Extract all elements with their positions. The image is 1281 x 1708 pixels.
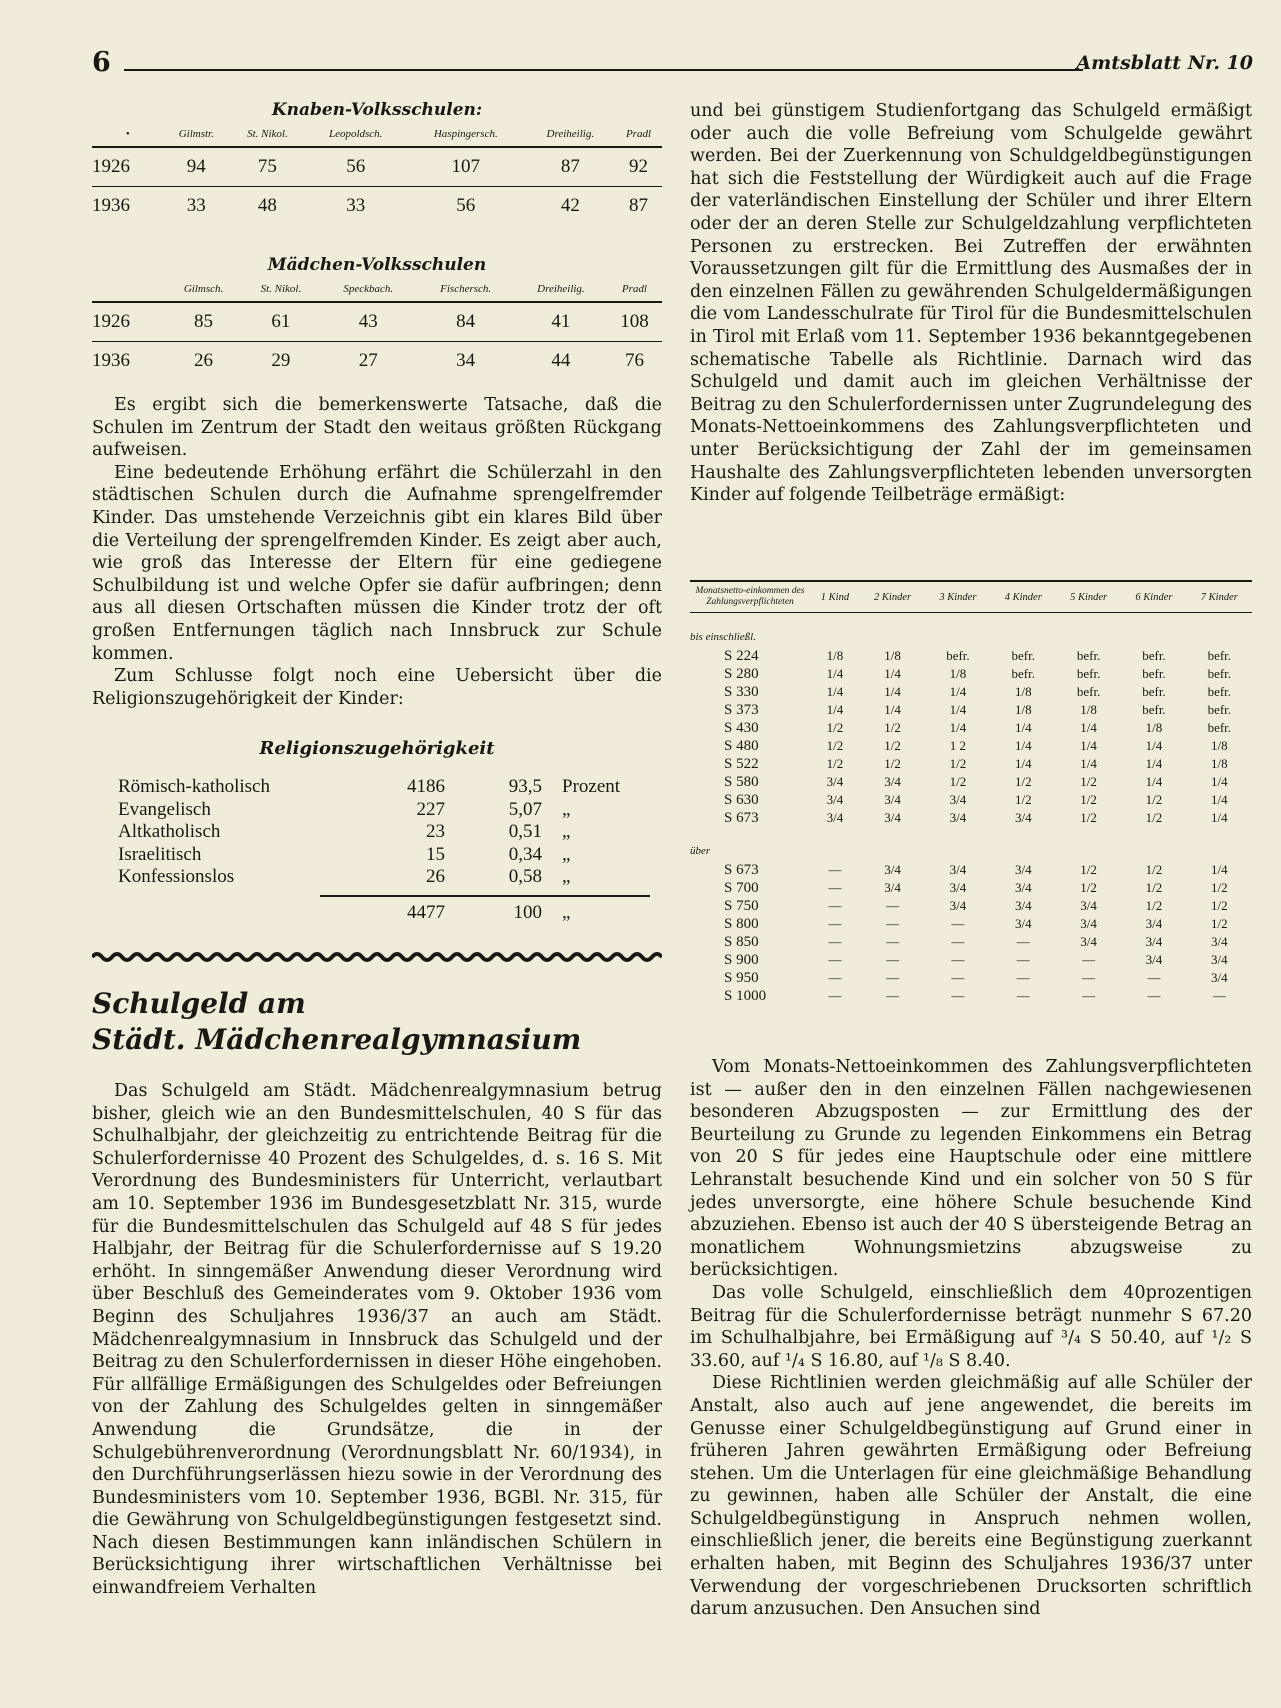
- maedchen-col-header: St. Nikol.: [260, 283, 302, 295]
- knaben-col-header: Haspingersch.: [433, 128, 498, 140]
- fee-row: [690, 701, 1252, 719]
- fee-col-header: 2 Kinder: [860, 581, 925, 613]
- fee-rate-cell: —: [886, 916, 900, 931]
- knaben-cell: 94: [163, 147, 229, 187]
- knaben-cell: 1936: [92, 195, 130, 216]
- fee-rate-cell: 3/4: [884, 862, 901, 877]
- fee-income-cell: S 673: [724, 809, 759, 826]
- maedchen-col-header: Dreiheilig.: [537, 283, 585, 295]
- fee-rate-cell: 1/4: [1014, 756, 1032, 771]
- article-title-line-2: Städt. Mädchenrealgymnasium: [92, 1023, 582, 1056]
- fee-rate-cell: befr.: [1142, 648, 1166, 663]
- fee-income-cell: S 850: [724, 933, 759, 950]
- fee-rate-cell: 1/4: [1080, 738, 1097, 753]
- maedchen-cell: 85: [165, 302, 241, 342]
- fee-rate-cell: befr.: [1142, 702, 1166, 717]
- journal-title: Amtsblatt Nr. 10: [1076, 52, 1253, 74]
- fee-group-label: über: [690, 845, 711, 857]
- fee-rate-cell: 3/4: [884, 880, 901, 895]
- fee-rate-cell: 1/2: [884, 756, 901, 771]
- header-rule: [124, 69, 1083, 71]
- fee-rate-cell: 1/4: [826, 702, 844, 717]
- page-number: 6: [92, 47, 111, 78]
- fee-rate-cell: 1/2: [826, 738, 844, 753]
- fee-rate-cell: 3/4: [884, 792, 901, 807]
- knaben-col-header: Pradl: [625, 128, 651, 140]
- fee-row: [690, 897, 1252, 915]
- fee-rate-cell: 1/2: [1145, 792, 1163, 807]
- article-title: [92, 986, 581, 1058]
- right-paragraph-3: Das volle Schulgeld, einschließlich dem 40prozentigen Beitrag für die Schulerfordernisse beträgt nunmehr S 67.20 im Schulhalbjahre, bei Ermäßigung auf ³/₄ S 50.40, auf ¹/₂ S 33.60, auf ¹/₄ S 16.80, auf ¹/₈ S 8.40.: [690, 1282, 1252, 1371]
- fee-rate-cell: —: [1082, 988, 1096, 1003]
- maedchen-cell: 34: [456, 350, 476, 371]
- fee-rate-cell: 3/4: [1211, 934, 1228, 949]
- fee-rate-cell: 3/4: [1014, 862, 1032, 877]
- fee-rate-cell: 3/4: [1014, 898, 1032, 913]
- fee-income-cell: S 900: [724, 951, 759, 968]
- fee-rate-cell: 1/4: [1080, 756, 1097, 771]
- fee-rate-cell: befr.: [1207, 684, 1232, 699]
- maedchen-cell: 61: [242, 302, 321, 342]
- fee-rate-cell: befr.: [1207, 666, 1232, 681]
- religion-name: Altkatholisch: [118, 821, 221, 842]
- fee-income-cell: S 950: [724, 969, 759, 986]
- fee-row: [690, 969, 1252, 987]
- fee-row: [690, 879, 1252, 897]
- knaben-section: [92, 100, 662, 225]
- knaben-cell: 56: [456, 195, 476, 216]
- fee-row: [690, 719, 1252, 737]
- fee-rate-cell: —: [828, 898, 842, 913]
- religion-table: [92, 776, 657, 889]
- fee-table: [690, 580, 1252, 1005]
- religion-pct: 93,5: [508, 776, 542, 797]
- religion-count: 15: [426, 843, 445, 865]
- fee-rate-cell: —: [1016, 988, 1030, 1003]
- fee-income-cell: S 580: [724, 773, 759, 790]
- fee-label-row: [690, 827, 1252, 861]
- fee-rate-cell: 3/4: [1014, 880, 1032, 895]
- fee-rate-cell: 1 2: [949, 738, 967, 753]
- fee-rate-cell: —: [951, 970, 965, 985]
- fee-rate-cell: 3/4: [1211, 970, 1228, 985]
- fee-col-header-income: Monatsnetto-einkommen des Zahlungsverpflichteten: [690, 581, 810, 613]
- fee-rate-cell: 1/8: [949, 666, 967, 681]
- knaben-table: [92, 128, 662, 225]
- fee-rate-cell: befr.: [1142, 684, 1166, 699]
- fee-row: [690, 647, 1252, 665]
- knaben-col-header: •: [125, 128, 130, 140]
- fee-col-header: 5 Kinder: [1056, 581, 1121, 613]
- fee-row: [690, 951, 1252, 969]
- fee-row: [690, 773, 1252, 791]
- fee-rate-cell: 1/2: [949, 756, 967, 771]
- right-paragraph-1: und bei günstigem Studienfortgang das Schulgeld ermäßigt oder auch die volle Befreiung vom Schulgelde gewährt werden. Bei der Zuerkennung von Schuldgeldbegünstigungen hat sich die Feststellung der Würdigkeit auch auf die Frage der vaterländischen Einstellung der Schüler und ihrer Eltern oder der an deren Stelle zur Schulgeldzahlung verpflichteten Personen zu erstrecken. Bei Zutreffen der erwähnten Voraussetzungen gilt für die Ermittlung des Ausmaßes der in den einzelnen Fällen zu gewährenden Schulgeldermäßigungen die vom Landesschulrate für Tirol für die Bundesmittelschulen in Tirol mit Erlaß vom 11. September 1936 bekanntgegebenen schematische Tabelle als Richtlinie. Darnach wird das Schulgeld und damit auch im gleichen Verhältnisse der Beitrag zu den Schulerfordernissen unter Zugrundelegung des Monats-Nettoeinkommens des Zahlungsverpflichteten und unter Berücksichtigung der Zahl der im gemeinsamen Haushalte des Zahlungsverpflichteten lebenden unversorgten Kinder auf folgende Teilbeträge ermäßigt:: [690, 101, 1252, 506]
- fee-rate-cell: befr.: [1207, 720, 1232, 735]
- fee-rate-cell: —: [951, 916, 965, 931]
- fee-rate-cell: 3/4: [949, 810, 967, 825]
- fee-income-cell: S 522: [724, 755, 759, 772]
- maedchen-col-header: Pradl: [621, 283, 647, 295]
- religion-name: Evangelisch: [118, 798, 211, 820]
- fee-rate-cell: 1/2: [949, 774, 967, 789]
- fee-rate-cell: 1/2: [1145, 898, 1163, 913]
- fee-rate-cell: befr.: [1076, 666, 1101, 681]
- fee-rate-cell: 1/4: [1145, 774, 1163, 789]
- maedchen-title: Mädchen-Volksschulen: [267, 255, 487, 275]
- religion-row: [92, 776, 657, 799]
- fee-income-cell: S 750: [724, 897, 759, 914]
- fee-rate-cell: —: [886, 952, 900, 967]
- fee-income-cell: S 700: [724, 879, 759, 896]
- fee-row: [690, 665, 1252, 683]
- fee-rate-cell: 3/4: [949, 898, 967, 913]
- fee-rate-cell: 3/4: [1014, 916, 1032, 931]
- fee-row: [690, 915, 1252, 933]
- fee-row: [690, 791, 1252, 809]
- fee-rate-cell: 3/4: [1080, 934, 1097, 949]
- fee-rate-cell: —: [886, 898, 900, 913]
- religion-title: Religionszugehörigkeit: [259, 738, 495, 759]
- fee-rate-cell: befr.: [1142, 666, 1166, 681]
- fee-rate-cell: 3/4: [884, 774, 901, 789]
- religion-count: 227: [416, 798, 445, 820]
- religion-pct: 0,51: [508, 821, 542, 842]
- fee-rate-cell: 1/2: [1145, 880, 1163, 895]
- maedchen-table: [92, 283, 662, 380]
- knaben-col-header: Leopoldsch.: [328, 128, 383, 140]
- fee-rate-cell: 3/4: [949, 862, 967, 877]
- maedchen-cell: 1926: [92, 302, 165, 342]
- religion-name: Israelitisch: [118, 843, 202, 865]
- fee-rate-cell: 1/4: [884, 684, 901, 699]
- article-title-line-1: Schulgeld am: [92, 987, 306, 1020]
- knaben-title: Knaben-Volksschulen:: [271, 100, 483, 120]
- maedchen-col-header: Speckbach.: [343, 283, 394, 295]
- religion-total-unit: „: [562, 902, 571, 923]
- fee-rate-cell: befr.: [946, 648, 970, 663]
- religion-pct: 5,07: [508, 798, 542, 820]
- knaben-cell: 92: [615, 147, 662, 187]
- religion-row: [92, 866, 657, 889]
- fee-rate-cell: —: [886, 970, 900, 985]
- fee-rate-cell: —: [828, 862, 842, 877]
- fee-rate-cell: befr.: [1207, 702, 1232, 717]
- fee-rate-cell: 1/4: [1080, 720, 1097, 735]
- fee-rate-cell: 3/4: [1145, 952, 1163, 967]
- fee-rate-cell: 3/4: [826, 774, 844, 789]
- fee-row: [690, 987, 1252, 1005]
- knaben-cell: 107: [406, 147, 526, 187]
- religion-unit: „: [562, 843, 571, 865]
- fee-rate-cell: —: [951, 988, 965, 1003]
- fee-rate-cell: —: [951, 934, 965, 949]
- religion-unit: „: [562, 821, 571, 842]
- religion-sum-rule: [320, 895, 650, 897]
- fee-rate-cell: —: [886, 988, 900, 1003]
- fee-rate-cell: —: [886, 934, 900, 949]
- fee-rate-cell: —: [1016, 934, 1030, 949]
- religion-unit: „: [562, 866, 571, 887]
- fee-rate-cell: —: [1082, 970, 1096, 985]
- fee-rate-cell: befr.: [1011, 648, 1035, 663]
- religion-unit: „: [562, 798, 571, 820]
- fee-rate-cell: 1/8: [1145, 720, 1163, 735]
- fee-rate-cell: 1/4: [949, 702, 967, 717]
- maedchen-row: [92, 342, 662, 381]
- fee-rate-cell: 1/2: [1080, 774, 1097, 789]
- religion-pct: 0,58: [508, 866, 542, 887]
- right-paragraph-2: Vom Monats-Nettoeinkommen des Zahlungsverpflichteten ist — außer den in den einzelnen Fällen nachgewiesenen besonderen Abzugsposten — zur Ermittlung des der Beurteilung zu Grunde zu legenden Einkommens ein Betrag von 20 S für jedes eine Hauptschule oder eine mittlere Lehranstalt besuchende Kind und ein solcher von 50 S für jedes unversorgte, eine höhere Schule besuchende Kind abzuziehen. Ebenso ist auch der 40 S übersteigende Betrag an monatlichem Wohnungsmietzins abzugsweise zu berücksichtigen.: [690, 1057, 1252, 1281]
- knaben-cell: 42: [560, 195, 580, 216]
- fee-rate-cell: —: [1212, 988, 1226, 1003]
- maedchen-cell: 26: [194, 350, 214, 371]
- fee-row: [690, 809, 1252, 827]
- right-text-bottom: [690, 1056, 1252, 1621]
- fee-rate-cell: 3/4: [1080, 916, 1097, 931]
- fee-rate-cell: —: [1147, 988, 1161, 1003]
- fee-rate-cell: 1/4: [826, 684, 844, 699]
- fee-group-label: bis einschließl.: [690, 631, 756, 643]
- fee-rate-cell: 1/2: [1211, 880, 1228, 895]
- fee-income-cell: S 673: [724, 861, 759, 878]
- fee-rate-cell: 3/4: [949, 792, 967, 807]
- fee-rate-cell: 1/4: [884, 666, 901, 681]
- fee-rate-cell: 1/4: [1211, 810, 1228, 825]
- fee-rate-cell: 3/4: [1145, 934, 1163, 949]
- fee-rate-cell: 1/2: [826, 720, 844, 735]
- fee-rate-cell: —: [1147, 970, 1161, 985]
- maedchen-row: [92, 302, 662, 342]
- fee-row: [690, 933, 1252, 951]
- maedchen-section: [92, 255, 662, 380]
- fee-income-cell: S 330: [724, 683, 759, 700]
- fee-rate-cell: 1/2: [1080, 880, 1097, 895]
- maedchen-cell: 27: [358, 350, 378, 371]
- fee-rate-cell: befr.: [1076, 684, 1101, 699]
- fee-rate-cell: 1/2: [884, 720, 901, 735]
- fee-rate-cell: —: [1082, 952, 1096, 967]
- knaben-cell: 87: [628, 195, 648, 216]
- fee-income-cell: S 480: [724, 737, 759, 754]
- religion-row: [92, 821, 657, 844]
- maedchen-cell: 41: [515, 302, 607, 342]
- fee-rate-cell: —: [828, 880, 842, 895]
- fee-rate-cell: —: [1016, 970, 1030, 985]
- fee-col-header: 6 Kinder: [1121, 581, 1186, 613]
- religion-row: [92, 844, 657, 867]
- fee-rate-cell: 1/4: [1145, 738, 1163, 753]
- knaben-cell: 48: [257, 195, 277, 216]
- page-header: [92, 48, 1253, 78]
- fee-rate-cell: 1/2: [1014, 774, 1032, 789]
- fee-rate-cell: 1/2: [1080, 810, 1097, 825]
- knaben-cell: 87: [526, 147, 615, 187]
- fee-income-cell: S 373: [724, 701, 759, 718]
- article-body: [92, 1080, 662, 1600]
- right-paragraph-4: Diese Richtlinien werden gleichmäßig auf alle Schüler der Anstalt, also auch auf jene angewendet, die bereits im Genusse einer Schulgeldbegünstigung auf Grund einer in früheren Jahren gewährten Ermäßigung oder Befreiung stehen. Um die Unterlagen für eine gleichmäßige Behandlung zu gewinnen, haben alle Schüler der Anstalt, die eine Schulgeldbegünstigung in Anspruch nehmen wollen, einschließlich jener, die bereits eine Begünstigung zuerkannt erhalten haben, mit Beginn des Schuljahres 1936/37 unter Verwendung der vorgeschriebenen Drucksorten schriftlich darum anzusuchen. Den Ansuchen sind: [690, 1373, 1252, 1620]
- fee-col-header: 1 Kind: [810, 581, 860, 613]
- fee-rate-cell: 1/8: [1211, 756, 1228, 771]
- right-text-top: [690, 100, 1252, 507]
- fee-rate-cell: 1/4: [1211, 792, 1228, 807]
- maedchen-col-header: Gilmsch.: [183, 283, 224, 295]
- fee-rate-cell: —: [828, 916, 842, 931]
- religion-pct: 0,34: [508, 843, 542, 865]
- maedchen-col-header: [92, 283, 165, 302]
- fee-rate-cell: 1/2: [1211, 916, 1228, 931]
- fee-rate-cell: —: [828, 934, 842, 949]
- fee-rate-cell: —: [951, 952, 965, 967]
- left-paragraph-1: Es ergibt sich die bemerkenswerte Tatsache, daß die Schulen im Zentrum der Stadt den weitaus größten Rückgang aufweisen.: [92, 395, 662, 461]
- religion-count: 26: [426, 866, 445, 887]
- fee-rate-cell: 1/8: [1211, 738, 1228, 753]
- left-paragraph-2: Eine bedeutende Erhöhung erfährt die Schülerzahl in den städtischen Schulen durch die Aufnahme sprengelfremder Kinder. Das umstehende Verzeichnis gibt ein klares Bild über die Verteilung der sprengelfremden Kinder. Es zeigt aber auch, wie groß das Interesse der Eltern für eine gediegene Schulbildung ist und welche Opfer sie dafür aufbringen; denn aus all diesen Ortschaften müssen die Kinder trotz der oft großen Entfernungen täglich nach Innsbruck zur Schule kommen.: [92, 462, 662, 664]
- religion-name: Römisch-katholisch: [118, 776, 270, 797]
- religion-count: 23: [426, 821, 445, 842]
- maedchen-cell: 84: [416, 302, 515, 342]
- fee-rate-cell: —: [828, 952, 842, 967]
- fee-rate-cell: 3/4: [1211, 952, 1228, 967]
- left-paragraph-3: Zum Schlusse folgt noch eine Uebersicht über die Religionszugehörigkeit der Kinder:: [92, 666, 662, 709]
- fee-row: [690, 755, 1252, 773]
- fee-income-cell: S 630: [724, 791, 759, 808]
- knaben-cell: 33: [186, 195, 206, 216]
- fee-rate-cell: 1/4: [884, 702, 901, 717]
- fee-rate-cell: —: [828, 970, 842, 985]
- maedchen-cell: 29: [271, 350, 291, 371]
- fee-rate-cell: 1/2: [1080, 862, 1097, 877]
- fee-income-cell: S 430: [724, 719, 759, 736]
- knaben-col-header: Dreiheilig.: [546, 128, 595, 140]
- knaben-col-header: St. Nikol.: [247, 128, 288, 140]
- fee-rate-cell: 3/4: [949, 880, 967, 895]
- knaben-col-header: Gilmstr.: [178, 128, 214, 140]
- maedchen-cell: 43: [320, 302, 416, 342]
- fee-col-header: 3 Kinder: [925, 581, 990, 613]
- fee-table-section: [690, 580, 1252, 1005]
- maedchen-cell: 1936: [92, 350, 130, 371]
- fee-rate-cell: 1/2: [1145, 862, 1163, 877]
- fee-rate-cell: 1/2: [1211, 898, 1228, 913]
- fee-row: [690, 737, 1252, 755]
- fee-rate-cell: 1/8: [1014, 684, 1032, 699]
- fee-income-cell: S 800: [724, 915, 759, 932]
- fee-income-cell: S 224: [724, 647, 759, 664]
- fee-rate-cell: 3/4: [884, 810, 901, 825]
- fee-rate-cell: 3/4: [1145, 916, 1163, 931]
- knaben-row: [92, 187, 662, 226]
- religion-total-pct: 100: [513, 902, 542, 923]
- fee-col-header: 4 Kinder: [991, 581, 1056, 613]
- article-paragraph: Das Schulgeld am Städt. Mädchenrealgymnasium betrug bisher, gleich wie an den Bundesmittelschulen, 40 S für das Schulhalbjahr, der gleichzeitig zu entrichtende Beitrag für die Schulerfordernisse 40 Prozent des Schulgeldes, d. s. 16 S. Mit Verordnung des Bundesministers für Unterricht, verlautbart am 10. September 1936 im Bundesgesetzblatt Nr. 315, wurde für die Bundesmittelschulen das Schulgeld auf 48 S für jedes Halbjahr, der Beitrag für die Schulerfordernisse auf S 19.20 erhöht. In sinngemäßer Anwendung dieser Verordnung wird über Beschluß des Gemeinderates vom 9. Oktober 1936 vom Beginn des Schuljahres 1936/37 an auch am Städt. Mädchenrealgymnasium in Innsbruck das Schulgeld und der Beitrag zu den Schulerfordernissen in dieser Höhe eingehoben. Für allfällige Ermäßigungen des Schulgeldes oder Befreiungen von der Zahlung des Schulgeldes gelten in sinngemäßer Anwendung die Grundsätze, die in der Schulgebührenverordnung (Verordnungsblatt Nr. 60/1934), in den Durchführungserlässen hiezu sowie in der Verordnung des Bundesministers vom 10. September 1936, BGBl. Nr. 315, für die Gewährung von Schulgeldbegünstigungen festgesetzt sind. Nach diesen Bestimmungen kann inländischen Schülern in Berücksichtigung ihrer wirtschaftlichen Verhältnisse bei einwandfreiem Verhalten: [92, 1081, 662, 1599]
- religion-unit: Prozent: [562, 776, 621, 797]
- religion-count: 4186: [407, 776, 445, 797]
- fee-rate-cell: 1/8: [884, 648, 901, 663]
- fee-rate-cell: 1/8: [1080, 702, 1097, 717]
- religion-total-row: [92, 902, 657, 925]
- fee-income-cell: S 280: [724, 665, 759, 682]
- fee-rate-cell: 3/4: [1080, 898, 1097, 913]
- fee-rate-cell: 1/8: [1014, 702, 1032, 717]
- fee-col-header: 7 Kinder: [1187, 581, 1252, 613]
- fee-rate-cell: 1/2: [826, 756, 844, 771]
- fee-label-row: [690, 613, 1252, 648]
- fee-rate-cell: befr.: [1207, 648, 1232, 663]
- fee-rate-cell: 1/2: [1080, 792, 1097, 807]
- religion-name: Konfessionslos: [118, 866, 235, 887]
- left-text: [92, 394, 662, 710]
- fee-rate-cell: befr.: [1076, 648, 1101, 663]
- fee-rate-cell: befr.: [1011, 666, 1035, 681]
- fee-rate-cell: 1/4: [1211, 774, 1228, 789]
- fee-rate-cell: 1/4: [1145, 756, 1163, 771]
- fee-rate-cell: 3/4: [1014, 810, 1032, 825]
- fee-rate-cell: 1/8: [826, 648, 844, 663]
- fee-rate-cell: —: [1016, 952, 1030, 967]
- fee-income-cell: S 1000: [724, 987, 767, 1004]
- maedchen-col-header: Fischersch.: [440, 283, 492, 295]
- fee-rate-cell: —: [828, 988, 842, 1003]
- fee-rate-cell: 1/4: [1211, 862, 1228, 877]
- knaben-cell: 1926: [92, 147, 163, 187]
- fee-rate-cell: 3/4: [826, 810, 844, 825]
- fee-rate-cell: 3/4: [826, 792, 844, 807]
- maedchen-cell: 44: [551, 350, 571, 371]
- religion-row: [92, 799, 657, 822]
- fee-rate-cell: 1/4: [949, 720, 967, 735]
- fee-rate-cell: 1/4: [826, 666, 844, 681]
- fee-rate-cell: 1/2: [1145, 810, 1163, 825]
- fee-rate-cell: 1/2: [884, 738, 901, 753]
- knaben-cell: 56: [306, 147, 406, 187]
- fee-rate-cell: 1/4: [1014, 720, 1032, 735]
- maedchen-cell: 108: [607, 302, 662, 342]
- fee-rate-cell: 1/2: [1014, 792, 1032, 807]
- religion-section: [92, 738, 662, 923]
- knaben-cell: 75: [229, 147, 305, 187]
- fee-rate-cell: 1/4: [1014, 738, 1032, 753]
- knaben-cell: 33: [346, 195, 366, 216]
- wavy-divider: [92, 950, 662, 964]
- knaben-row: [92, 147, 662, 187]
- fee-row: [690, 683, 1252, 701]
- religion-total-count: 4477: [407, 902, 445, 923]
- fee-rate-cell: 1/4: [949, 684, 967, 699]
- fee-row: [690, 861, 1252, 879]
- maedchen-cell: 76: [624, 350, 644, 371]
